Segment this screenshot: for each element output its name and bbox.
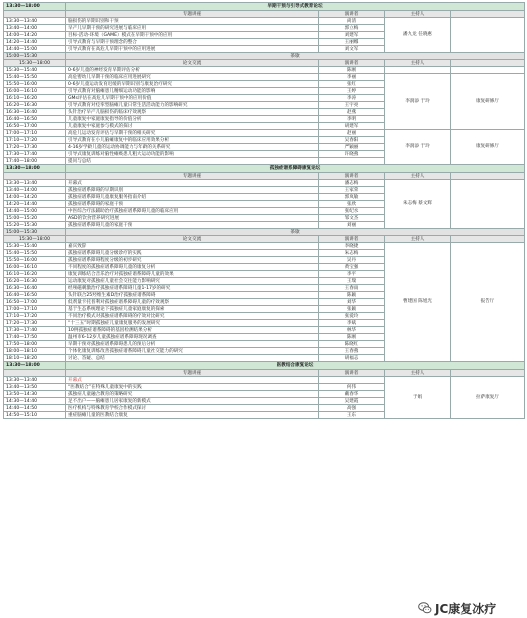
header-host: 主持人 [385, 236, 451, 243]
session-topic: 基于生态系统理论下孤独症儿童家庭康复的探索 [66, 306, 319, 313]
session-time: 18:10—18:20 [4, 355, 66, 362]
session-topic: 孤独症谱系障碍儿童的家庭干预 [66, 222, 319, 229]
session-time: 15:40—15:50 [4, 250, 66, 257]
session-speaker: 黄宝强 [319, 264, 385, 271]
session-time: 15:40—15:50 [4, 74, 66, 81]
section-header-row [4, 60, 525, 67]
session-speaker: 尚清 [319, 18, 385, 25]
session-time: 17:00—17:10 [4, 130, 66, 137]
header-location [451, 236, 525, 243]
forum-band [4, 165, 525, 173]
session-time: 16:50—17:00 [4, 299, 66, 306]
session-topic: 脑损伤的早期识别和干预 [66, 18, 319, 25]
session-time: 14:50—15:10 [4, 412, 66, 419]
session-topic: 孤独症谱系障碍的早期识别 [66, 187, 319, 194]
session-time: 14:20—14:40 [4, 201, 66, 208]
header-time: 15:30—18:00 [4, 236, 66, 243]
session-speaker [319, 158, 385, 165]
header-time [4, 370, 66, 377]
session-topic: 引导式教育在高危儿早期干预中的应用进展 [66, 46, 319, 53]
header-topic: 专题讲座 [66, 173, 319, 180]
session-topic: 不同程度的孤独症谱系障碍儿童的康复分析 [66, 264, 319, 271]
session-topic: 足不出户——脑瘫患儿居家康复的新模式 [66, 398, 319, 405]
session-row [4, 243, 525, 250]
session-speaker: 王春燕 [319, 348, 385, 355]
session-time: 13:40—13:50 [4, 384, 66, 391]
watermark-text: JC康复冰疗 [435, 601, 497, 616]
tea-break-time: 15:00—15:30 [4, 53, 66, 60]
session-topic: 儿童康复中家庭参与模式的探讨 [66, 123, 319, 130]
session-topic: 早产儿早期干预的研究进展与临床应用 [66, 25, 319, 32]
session-speaker: 邹文杰 [319, 215, 385, 222]
section-header-row [4, 173, 525, 180]
session-speaker: 胡福志 [319, 355, 385, 362]
session-topic: 嘉宾致辞 [66, 243, 319, 250]
session-time: 16:00—16:10 [4, 88, 66, 95]
session-location [451, 180, 525, 229]
header-speaker: 演讲者 [319, 11, 385, 18]
session-topic: 头针联合25羟维生素D治疗孤独症谱系障碍 [66, 292, 319, 299]
session-topic: 早期干预对孤独症谱系障碍患儿的预后分析 [66, 341, 319, 348]
session-speaker: 李明 [319, 116, 385, 123]
header-time [4, 173, 66, 180]
session-speaker: 王东 [319, 412, 385, 419]
session-time: 13:30—13:40 [4, 18, 66, 25]
session-time: 16:10—16:20 [4, 271, 66, 278]
session-time: 17:50—18:00 [4, 341, 66, 348]
session-speaker: 李涛 [319, 95, 385, 102]
session-time: 13:30—13:40 [4, 377, 66, 384]
session-topic: “医教结合”在特殊儿童康复中的实践 [66, 384, 319, 391]
session-speaker: 张纪水 [319, 208, 385, 215]
session-topic: 引导式康复训练对脑性瘫痪患儿粗大运动功能的影响 [66, 151, 319, 158]
session-location [451, 67, 525, 74]
session-time: 15:00—15:20 [4, 215, 66, 222]
session-time: 14:40—15:00 [4, 208, 66, 215]
session-host: 李润添 于玲 [385, 130, 451, 165]
session-time: 13:30—13:40 [4, 180, 66, 187]
session-speaker: 陈晓红 [319, 341, 385, 348]
session-topic: 开幕式 [66, 377, 319, 384]
session-speaker: 李平 [319, 271, 385, 278]
forum-band [4, 3, 525, 11]
session-topic: 引导式教育对脑瘫患儿精细运动功能的影响 [66, 88, 319, 95]
session-location [451, 18, 525, 53]
header-speaker: 演讲者 [319, 236, 385, 243]
session-speaker: 张颖 [319, 306, 385, 313]
session-row [4, 130, 525, 137]
session-time: 14:40—14:50 [4, 405, 66, 412]
session-speaker: 赵丽 [319, 130, 385, 137]
session-time: 13:40—14:00 [4, 187, 66, 194]
section-header-row [4, 236, 525, 243]
session-speaker: 严颖丽 [319, 144, 385, 151]
session-row [4, 67, 525, 74]
session-speaker: 李丽 [319, 74, 385, 81]
session-time: 13:50—14:30 [4, 391, 66, 398]
section-header-row [4, 370, 525, 377]
tea-break-label: 茶歇 [66, 53, 525, 60]
session-time: 16:30—16:40 [4, 109, 66, 116]
forum-title: 孤独症谱系障碍康复论坛 [66, 165, 525, 173]
session-speaker: 刘华 [319, 299, 385, 306]
forum-title: 医教结合康复论坛 [66, 362, 525, 370]
session-speaker: 胡建军 [319, 123, 385, 130]
session-speaker: 朱志梅 [319, 250, 385, 257]
session-time: 14:20—14:40 [4, 39, 66, 46]
session-speaker: 张欣 [319, 201, 385, 208]
session-topic: 讨论、答疑、总结 [66, 355, 319, 362]
session-topic: 经颅磁刺激治疗孤独症谱系障碍儿童1-17岁的研究 [66, 285, 319, 292]
session-time: 16:40—16:50 [4, 116, 66, 123]
tea-break-row [4, 53, 525, 60]
header-speaker: 演讲者 [319, 173, 385, 180]
session-topic: ASD的饮食营养研究进展 [66, 215, 319, 222]
session-topic: 孤独症谱系障碍儿童康复服务指南介绍 [66, 194, 319, 201]
session-location: 康复研修厅 [451, 74, 525, 130]
session-topic: 温州市6-12岁儿童孤独症谱系障碍现况调查 [66, 334, 319, 341]
header-topic: 专题讲座 [66, 370, 319, 377]
session-location: 康复研修厅 [451, 130, 525, 165]
header-location [451, 173, 525, 180]
session-host: 曹建国 陈旭光 [385, 243, 451, 362]
session-speaker: 郭立梅 [319, 25, 385, 32]
session-topic: 头针治疗早产儿脑损伤的临床疗效观察 [66, 109, 319, 116]
session-row [4, 18, 525, 25]
session-topic: 孤独症谱系障碍程度分级的初步研究 [66, 257, 319, 264]
session-time: 16:30—16:40 [4, 285, 66, 292]
session-time: 17:30—17:40 [4, 327, 66, 334]
session-row [4, 377, 525, 384]
session-time: 15:50—16:00 [4, 81, 66, 88]
session-speaker: 王瑞 [319, 278, 385, 285]
session-time: 17:40—18:00 [4, 158, 66, 165]
forum-time: 13:30—18:00 [4, 362, 66, 370]
session-topic: 运动康复对孤独症儿童社会交往能力影响研究 [66, 278, 319, 285]
session-speaker: 许晓燕 [319, 151, 385, 158]
session-topic: 中医综合疗法辅助治疗孤独症谱系障碍儿童的临床应用 [66, 208, 319, 215]
session-topic: GMs评估在高危儿早期干预中的应用价值 [66, 95, 319, 102]
session-topic: 4-16岁学龄儿童的运动协调能力与年龄的关系研究 [66, 144, 319, 151]
session-topic: 不同治疗模式对孤独症谱系障碍的疗效对比研究 [66, 313, 319, 320]
header-location [451, 60, 525, 67]
session-time: 16:20—16:30 [4, 278, 66, 285]
session-speaker: 刘文军 [319, 46, 385, 53]
session-topic: 低剂量卡托普利对孤独症谱系障碍儿童的疗效观察 [66, 299, 319, 306]
conference-schedule-sheet [3, 2, 524, 616]
session-speaker: 王丽娜 [319, 39, 385, 46]
session-topic: 重症脑瘫儿童的医教结合康复 [66, 412, 319, 419]
session-time: 15:50—16:00 [4, 257, 66, 264]
forum-title: 早期干预与引导式教育论坛 [66, 3, 525, 11]
tea-break-row [4, 229, 525, 236]
session-location: 报告厅 [451, 243, 525, 362]
session-time: 17:10—17:20 [4, 313, 66, 320]
session-speaker: 刘丽 [319, 222, 385, 229]
session-row [4, 74, 525, 81]
session-location: 拉萨康复厅 [451, 377, 525, 419]
session-topic: 高危儿运动发育评估与早期干预的相关研究 [66, 130, 319, 137]
session-time: 14:00—14:20 [4, 32, 66, 39]
session-speaker: 李斌 [319, 320, 385, 327]
session-speaker: 刘建军 [319, 32, 385, 39]
session-time: 18:00—18:10 [4, 348, 66, 355]
session-speaker: 陈刚 [319, 334, 385, 341]
section-header-row [4, 11, 525, 18]
header-location [451, 370, 525, 377]
session-time: 17:40—17:50 [4, 334, 66, 341]
schedule-table [3, 2, 525, 419]
session-topic: 医疗机构与特殊教育学校合作模式探讨 [66, 405, 319, 412]
forum-time: 13:30—18:00 [4, 165, 66, 173]
session-speaker: 高强 [319, 405, 385, 412]
header-host: 主持人 [385, 11, 451, 18]
session-speaker: 吴春阳 [319, 137, 385, 144]
session-time: 13:40—14:00 [4, 25, 66, 32]
session-speaker: 张红 [319, 81, 385, 88]
session-topic: 高危婴幼儿早期干预的临床应用进展研究 [66, 74, 319, 81]
session-topic: 目标-活动-环境（GAME）模式在早期干预中的应用 [66, 32, 319, 39]
session-speaker: 李晓捷 [319, 243, 385, 250]
session-time: 15:20—15:30 [4, 222, 66, 229]
header-host: 主持人 [385, 370, 451, 377]
header-topic: 论文交流 [66, 236, 319, 243]
tea-break-label: 茶歇 [66, 229, 525, 236]
header-topic: 专题讲座 [66, 11, 319, 18]
session-time: 14:30—14:40 [4, 398, 66, 405]
session-time: 15:30—15:40 [4, 243, 66, 250]
header-time [4, 11, 66, 18]
session-topic: “十三五”时期孤独症儿童康复服务的发展研究 [66, 320, 319, 327]
session-speaker: 吴丹 [319, 257, 385, 264]
session-time: 17:30—17:40 [4, 151, 66, 158]
session-time: 16:10—16:20 [4, 95, 66, 102]
header-topic: 论文交流 [66, 60, 319, 67]
session-speaker: 吴建霞 [319, 398, 385, 405]
session-topic: 孤独症谱系障碍的家庭干预 [66, 201, 319, 208]
session-host: 于娟 [385, 377, 451, 419]
session-speaker [319, 377, 385, 384]
session-topic: 开幕式 [66, 180, 319, 187]
session-time: 17:00—17:10 [4, 306, 66, 313]
session-topic: 0-6岁儿童运动发育迟缓的早期识别与康复治疗研究 [66, 81, 319, 88]
session-time: 16:20—16:30 [4, 102, 66, 109]
session-topic: 提问与总结 [66, 158, 319, 165]
session-topic: 引导式教育在小儿脑瘫康复中的临床应用效果分析 [66, 137, 319, 144]
session-time: 16:00—16:10 [4, 264, 66, 271]
session-time: 16:50—17:00 [4, 123, 66, 130]
session-time: 17:20—17:30 [4, 320, 66, 327]
session-speaker: 郭岚敏 [319, 194, 385, 201]
forum-band [4, 362, 525, 370]
session-speaker: 林华 [319, 327, 385, 334]
session-time: 17:10—17:20 [4, 137, 66, 144]
session-speaker: 王春雨 [319, 285, 385, 292]
wechat-icon [418, 601, 432, 615]
session-topic: 康复训练结合音乐治疗对孤独症谱系障碍儿童的效果 [66, 271, 319, 278]
session-speaker: 潘志梅 [319, 180, 385, 187]
session-topic: 10例孤独症谱系障碍的基因检测结果分析 [66, 327, 319, 334]
session-row [4, 180, 525, 187]
header-speaker: 演讲者 [319, 60, 385, 67]
session-speaker: 王婷 [319, 88, 385, 95]
session-host: 李润添 于玲 [385, 74, 451, 130]
session-topic: 儿童康复中家庭康复指导的价值分析 [66, 116, 319, 123]
session-speaker: 张爱玲 [319, 313, 385, 320]
session-time: 14:00—14:20 [4, 194, 66, 201]
header-host: 主持人 [385, 60, 451, 67]
session-topic: 引导式教育与早期干预理念的整合 [66, 39, 319, 46]
session-topic: 个体化康复训练改善孤独症谱系障碍儿童社交能力的研究 [66, 348, 319, 355]
session-topic: 孤独症谱系障碍儿童分级诊疗的实践 [66, 250, 319, 257]
session-speaker: 王家荣 [319, 187, 385, 194]
session-time: 15:30—15:40 [4, 67, 66, 74]
session-topic: 引导式教育对痉挛型脑瘫儿童日常生活活动能力的影响研究 [66, 102, 319, 109]
session-topic: 孤独症儿童融合教育的策略研究 [66, 391, 319, 398]
session-host: 朱志梅 蔡文辉 [385, 180, 451, 229]
session-time: 16:40—16:50 [4, 292, 66, 299]
watermark [415, 600, 499, 616]
session-topic: 0-6岁儿童的神经发育早期评估分析 [66, 67, 319, 74]
session-speaker: 赵燕 [319, 109, 385, 116]
session-time: 14:40—15:00 [4, 46, 66, 53]
tea-break-time: 15:00—15:30 [4, 229, 66, 236]
session-speaker: 陈刚 [319, 67, 385, 74]
session-host: 潘九龙 任晓惠 [385, 18, 451, 53]
header-host: 主持人 [385, 173, 451, 180]
session-speaker: 陈颖 [319, 292, 385, 299]
session-time: 17:20—17:30 [4, 144, 66, 151]
header-speaker: 演讲者 [319, 370, 385, 377]
forum-time: 13:30—18:00 [4, 3, 66, 11]
header-time: 15:30—18:00 [4, 60, 66, 67]
session-host [385, 67, 451, 74]
session-speaker: 王宇亮 [319, 102, 385, 109]
session-speaker: 戴春华 [319, 391, 385, 398]
session-speaker: 何伟 [319, 384, 385, 391]
header-location [451, 11, 525, 18]
